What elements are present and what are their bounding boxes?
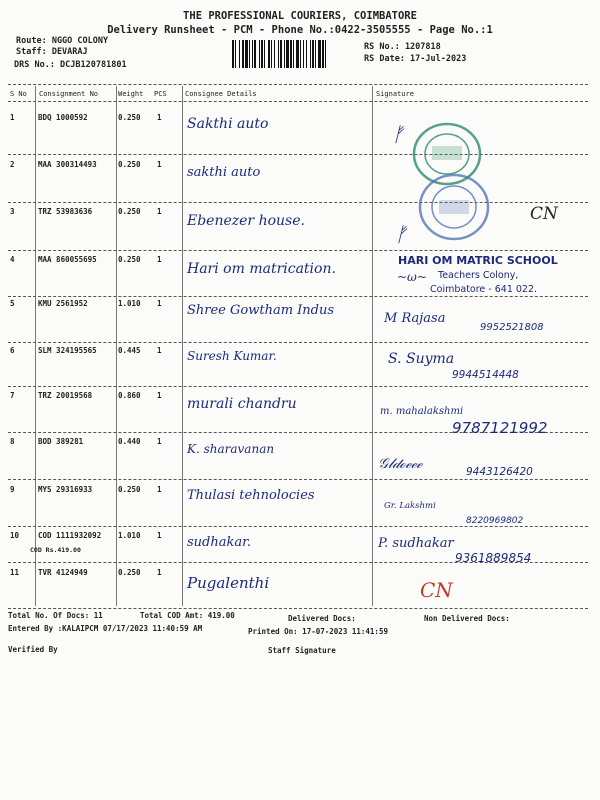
barcode-bar xyxy=(290,40,292,68)
row-consignee-handwritten: Ebenezer house. xyxy=(187,213,305,229)
row-pcs: 1 xyxy=(157,346,162,355)
row-pcs: 1 xyxy=(157,113,162,122)
rs-number: RS No.: 1207818 xyxy=(364,42,441,52)
signature-scribble-1: ᚠ xyxy=(392,122,404,146)
signature-row6-name: S. Suyma xyxy=(388,351,455,367)
row-sno: 11 xyxy=(10,568,20,577)
row-pcs: 1 xyxy=(157,531,162,540)
row-weight: 0.445 xyxy=(118,346,141,355)
row-pcs: 1 xyxy=(157,255,162,264)
row-consignment-no: TRZ 53983636 xyxy=(38,207,93,216)
barcode-bar xyxy=(303,40,304,68)
signature-scribble-4: ~ω~ xyxy=(397,270,427,284)
row-sno: 3 xyxy=(10,207,15,216)
row-consignee-handwritten: Sakthi auto xyxy=(187,116,269,132)
printed-on: Printed On: 17-07-2023 11:41:59 xyxy=(248,627,388,636)
barcode-bar xyxy=(318,40,321,68)
barcode-bar xyxy=(261,40,263,68)
row-sno: 1 xyxy=(10,113,15,122)
row-consignment-no: SLM 324195565 xyxy=(38,346,97,355)
row-separator xyxy=(8,296,588,297)
barcode-bar xyxy=(232,40,234,68)
signature-scribble-3: ᚠ xyxy=(395,222,407,246)
total-cod-amount: Total COD Amt: 419.00 xyxy=(140,611,235,620)
barcode-bar xyxy=(293,40,294,68)
delivered-docs: Delivered Docs: xyxy=(288,614,356,623)
staff-signature: Staff Signature xyxy=(268,646,336,655)
row-cod-amount: COD Rs.419.00 xyxy=(30,546,81,554)
company-stamp-icon xyxy=(392,112,512,262)
row-pcs: 1 xyxy=(157,391,162,400)
row-weight: 0.250 xyxy=(118,207,141,216)
signature-row10-phone: 9361889854 xyxy=(455,551,532,565)
column-divider xyxy=(182,86,183,606)
barcode-bar xyxy=(268,40,270,68)
row-weight: 0.250 xyxy=(118,568,141,577)
column-divider xyxy=(116,86,117,606)
signature-row7-phone: 9787121992 xyxy=(452,419,548,437)
barcode-bar xyxy=(278,40,279,68)
barcode-bar xyxy=(264,40,265,68)
row-sno: 10 xyxy=(10,531,20,540)
barcode-bar xyxy=(245,40,248,68)
barcode-bar xyxy=(322,40,324,68)
row-pcs: 1 xyxy=(157,485,162,494)
staff-label: Staff: DEVARAJ xyxy=(16,47,88,57)
col-header-signature: Signature xyxy=(376,90,414,98)
row-separator xyxy=(8,479,588,480)
verified-by: Verified By xyxy=(8,645,58,654)
signature-row7-name: m. mahalakshmi xyxy=(380,406,464,417)
row-weight: 1.010 xyxy=(118,299,141,308)
barcode-bar xyxy=(239,40,240,68)
col-header-pcs: PCS xyxy=(154,90,167,98)
barcode-bar xyxy=(242,40,244,68)
row-weight: 0.250 xyxy=(118,113,141,122)
row-consignment-no: MAA 860055695 xyxy=(38,255,97,264)
row-consignment-no: MAA 300314493 xyxy=(38,160,97,169)
entered-by: Entered By :KALAIPCM 07/17/2023 11:40:59 AM xyxy=(8,624,203,633)
barcode-bar xyxy=(254,40,256,68)
row-separator xyxy=(8,526,588,527)
row-sno: 7 xyxy=(10,391,15,400)
barcode-bar xyxy=(315,40,316,68)
cn-mark-3: CN xyxy=(530,204,558,224)
table-top-rule xyxy=(8,84,588,85)
barcode-bar xyxy=(300,40,301,68)
table-bottom-rule xyxy=(8,608,588,609)
barcode-bar xyxy=(306,40,307,68)
row-consignee-handwritten: Hari om matrication. xyxy=(187,261,336,277)
row-sno: 2 xyxy=(10,160,15,169)
signature-row9-phone: 8220969802 xyxy=(466,516,524,526)
row-pcs: 1 xyxy=(157,160,162,169)
signature-row8-phone: 9443126420 xyxy=(466,466,533,478)
document-subtitle: Delivery Runsheet - PCM - Phone No.:0422-3505555 - Page No.:1 xyxy=(107,24,493,36)
row-consignment-no: TVR 4124949 xyxy=(38,568,88,577)
col-header-weight: Weight xyxy=(118,90,144,98)
barcode-icon xyxy=(232,40,358,68)
barcode-bar xyxy=(280,40,282,68)
barcode-bar xyxy=(325,40,326,68)
school-stamp-name: HARI OM MATRIC SCHOOL xyxy=(398,254,558,267)
row-consignee-handwritten: Suresh Kumar. xyxy=(187,349,277,363)
row-separator xyxy=(8,342,588,343)
rs-date: RS Date: 17-Jul-2023 xyxy=(364,54,467,64)
row-consignment-no: COD 1111932092 xyxy=(38,531,102,540)
row-sno: 5 xyxy=(10,299,15,308)
document-title: THE PROFESSIONAL COURIERS, COIMBATORE xyxy=(183,10,417,22)
row-consignee-handwritten: sakthi auto xyxy=(187,165,261,180)
row-separator xyxy=(8,386,588,387)
school-stamp-city: Coimbatore - 641 022. xyxy=(430,284,538,295)
barcode-bar xyxy=(310,40,311,68)
row-consignee-handwritten: sudhakar. xyxy=(187,535,252,550)
barcode-bar xyxy=(235,40,236,68)
row-pcs: 1 xyxy=(157,207,162,216)
barcode-bar xyxy=(296,40,299,68)
row-sno: 6 xyxy=(10,346,15,355)
col-header-consignee: Consignee Details xyxy=(185,90,257,98)
barcode-bar xyxy=(259,40,260,68)
route-label: Route: NGGO COLONY xyxy=(16,36,109,46)
row-weight: 0.860 xyxy=(118,391,141,400)
row-weight: 0.250 xyxy=(118,485,141,494)
row-consignment-no: KMU 2561952 xyxy=(38,299,88,308)
signature-row10-name: P. sudhakar xyxy=(378,536,454,551)
row-consignment-no: BDQ 1000592 xyxy=(38,113,88,122)
non-delivered-docs: Non Delivered Docs: xyxy=(424,614,510,623)
row-consignee-handwritten: K. sharavanan xyxy=(187,442,275,456)
row-pcs: 1 xyxy=(157,568,162,577)
column-divider xyxy=(35,86,36,606)
row-weight: 0.250 xyxy=(118,160,141,169)
column-divider xyxy=(372,86,373,606)
table-header-rule xyxy=(8,101,588,102)
row-pcs: 1 xyxy=(157,299,162,308)
barcode-bar xyxy=(252,40,253,68)
col-header-sno: S No xyxy=(10,90,27,98)
drs-number: DRS No.: DCJB120781801 xyxy=(14,60,127,70)
barcode-bar xyxy=(271,40,272,68)
row-pcs: 1 xyxy=(157,437,162,446)
barcode-bar xyxy=(312,40,314,68)
row-consignee-handwritten: Pugalenthi xyxy=(187,574,270,592)
row-consignee-handwritten: Shree Gowtham Indus xyxy=(187,303,335,318)
signature-row5-name: M Rajasa xyxy=(384,311,446,326)
signature-row5-phone: 9952521808 xyxy=(480,322,544,333)
row-weight: 0.250 xyxy=(118,255,141,264)
barcode-bar xyxy=(286,40,289,68)
school-stamp-colony: Teachers Colony, xyxy=(438,270,519,281)
col-header-consignment: Consignment No xyxy=(39,90,99,98)
row-consignment-no: MYS 29316933 xyxy=(38,485,93,494)
signature-row9-name: Gr. Lakshmi xyxy=(384,501,436,511)
row-weight: 1.010 xyxy=(118,531,141,540)
row-consignment-no: TRZ 20019568 xyxy=(38,391,93,400)
row-sno: 9 xyxy=(10,485,15,494)
total-docs: Total No. Of Docs: 11 xyxy=(8,611,103,620)
row-consignment-no: BOD 389281 xyxy=(38,437,84,446)
barcode-bar xyxy=(274,40,275,68)
row-sno: 8 xyxy=(10,437,15,446)
signature-scribble-8: 𝒢𝓁𝒹ℴℯℯℯ xyxy=(378,456,423,472)
row-weight: 0.440 xyxy=(118,437,141,446)
signature-row6-phone: 9944514448 xyxy=(452,369,519,381)
barcode-bar xyxy=(284,40,285,68)
barcode-bar xyxy=(249,40,250,68)
row-sno: 4 xyxy=(10,255,15,264)
row-consignee-handwritten: murali chandru xyxy=(187,396,297,412)
cn-mark-11: CN xyxy=(420,578,453,602)
row-consignee-handwritten: Thulasi tehnolocies xyxy=(187,488,315,503)
